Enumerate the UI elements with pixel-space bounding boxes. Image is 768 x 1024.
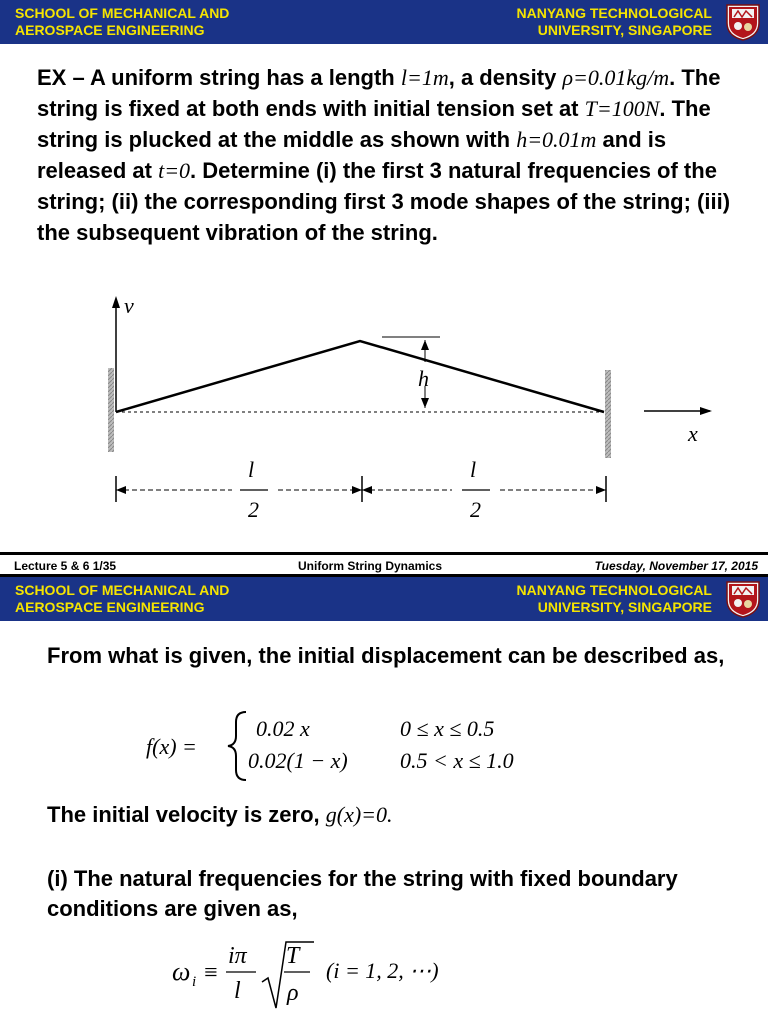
header-banner-2 xyxy=(0,577,768,621)
school-line-1: SCHOOL OF MECHANICAL AND xyxy=(15,5,230,21)
fraction-denominator: l xyxy=(234,978,241,1004)
height-symbol: h=0.01m xyxy=(516,127,597,152)
case-2-expression: 0.02(1 − x) xyxy=(248,748,348,773)
fraction-numerator: iπ xyxy=(228,943,247,969)
natural-frequency-equation xyxy=(168,936,488,1016)
string-diagram xyxy=(0,280,768,540)
school-line-1: SCHOOL OF MECHANICAL AND xyxy=(15,582,230,598)
school-line-2: AEROSPACE ENGINEERING xyxy=(15,599,205,615)
university-line-2: UNIVERSITY, SINGAPORE xyxy=(537,22,712,38)
university-name-2 xyxy=(517,582,713,616)
h-label: h xyxy=(418,366,429,391)
length-symbol: l=1m xyxy=(400,65,449,90)
x-axis-label: x xyxy=(688,421,698,446)
omega-subscript: i xyxy=(192,974,197,990)
university-crest-icon xyxy=(724,3,762,41)
intro-text: From what is given, the initial displacement can be described as, xyxy=(47,643,725,668)
university-crest-icon xyxy=(724,580,762,618)
school-name xyxy=(15,5,229,39)
footer-date: Tuesday, November 17, 2015 xyxy=(594,559,758,573)
footer-title: Uniform String Dynamics xyxy=(298,559,443,573)
school-line-2: AEROSPACE ENGINEERING xyxy=(15,22,205,38)
case-1-condition: 0 ≤ x ≤ 0.5 xyxy=(400,716,495,741)
problem-text-6: . Determine (i) the first 3 natural frequencies of the string; (ii) the corresponding first 3 mode shapes of the string; (iii) the subsequent vibration of the string. xyxy=(37,158,731,245)
velocity-text: The initial velocity is zero, xyxy=(47,802,326,827)
university-line-1: NANYANG TECHNOLOGICAL xyxy=(516,5,712,21)
right-half-numerator: l xyxy=(470,457,477,482)
left-support xyxy=(108,368,114,452)
left-half-numerator: l xyxy=(248,457,255,482)
density-symbol: ρ=0.01kg/m xyxy=(562,65,670,90)
radical-denominator: ρ xyxy=(287,980,299,1006)
lecture-number: Lecture 5 & 6 1/35 xyxy=(14,559,117,573)
omega-symbol: ω xyxy=(172,957,191,986)
right-half-denominator: 2 xyxy=(470,497,481,522)
case-1-expression: 0.02 x xyxy=(256,716,310,741)
index-range: (i = 1, 2, ⋯) xyxy=(326,958,439,983)
university-name xyxy=(517,5,713,39)
right-support xyxy=(605,370,611,458)
plucked-string xyxy=(116,341,604,412)
left-half-denominator: 2 xyxy=(248,497,259,522)
tension-symbol: T=100N xyxy=(584,96,660,121)
equiv-sign: ≡ xyxy=(204,960,218,986)
radical-numerator: T xyxy=(286,943,300,969)
velocity-math: g(x)=0. xyxy=(325,802,393,827)
f-of-x: f(x) = xyxy=(146,734,197,759)
problem-text-2: , a density xyxy=(448,65,563,90)
case-2-condition: 0.5 < x ≤ 1.0 xyxy=(400,748,514,773)
school-name-2 xyxy=(15,582,229,616)
problem-text-1: EX – A uniform string has a length xyxy=(37,65,401,90)
time-symbol: t=0 xyxy=(158,158,191,183)
frequency-text: (i) The natural frequencies for the string with fixed boundary conditions are given as, xyxy=(47,866,678,921)
left-brace xyxy=(228,712,246,780)
problem-statement xyxy=(37,62,747,248)
problem-text-4: . The string is plucked at the middle as shown with xyxy=(37,96,711,152)
v-axis-label: v xyxy=(124,293,134,318)
slide-footer xyxy=(0,552,768,577)
velocity-statement xyxy=(47,800,737,830)
problem-text-5: and is released at xyxy=(37,127,667,183)
university-line-2: UNIVERSITY, SINGAPORE xyxy=(537,599,712,615)
university-line-1: NANYANG TECHNOLOGICAL xyxy=(516,582,712,598)
header-banner xyxy=(0,0,768,44)
problem-text-3: . The string is fixed at both ends with initial tension set at xyxy=(37,65,721,121)
piecewise-equation xyxy=(140,708,560,784)
